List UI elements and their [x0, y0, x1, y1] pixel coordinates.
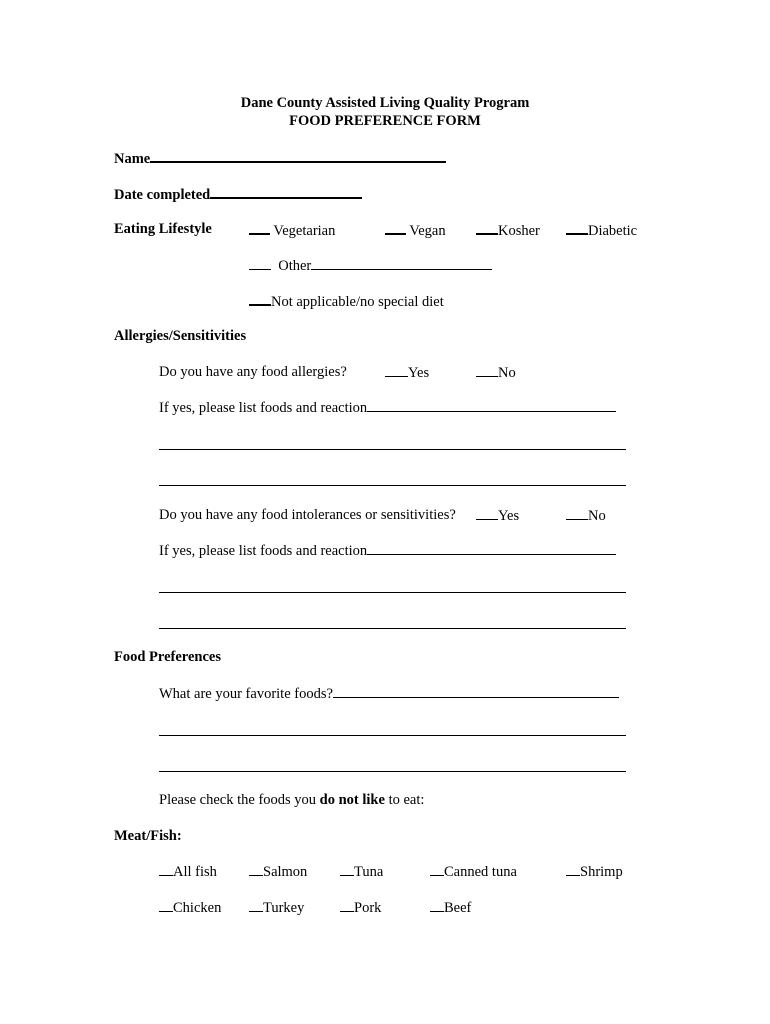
favorites-line-3[interactable] — [159, 771, 626, 772]
intolerance-no-label: No — [588, 508, 606, 524]
chicken-checkbox[interactable] — [159, 898, 173, 912]
intolerance-yes-label: Yes — [498, 508, 520, 524]
intolerance-question: Do you have any food intolerances or sensitivities? — [159, 507, 456, 523]
name-row — [114, 148, 446, 168]
meat-option-salmon — [249, 862, 307, 881]
canned-tuna-label: Canned tuna — [444, 864, 517, 880]
not-applicable-checkbox[interactable] — [249, 291, 271, 306]
option-vegetarian — [249, 220, 335, 240]
favorites-line-2[interactable] — [159, 735, 626, 736]
favorites-field[interactable] — [333, 684, 619, 698]
form-title: FOOD PREFERENCE FORM — [289, 113, 481, 129]
intolerance-list-line-3[interactable] — [159, 628, 626, 629]
option-not-applicable — [249, 291, 444, 311]
intolerance-yes — [476, 506, 519, 525]
name-label: Name — [114, 151, 151, 167]
allergy-no-label: No — [498, 365, 516, 381]
option-other — [249, 256, 492, 275]
dislike-instruction-emphasis: do not like — [319, 792, 385, 808]
allergy-question: Do you have any food allergies? — [159, 364, 347, 380]
option-kosher — [476, 220, 540, 240]
date-label: Date completed — [114, 187, 211, 203]
allergy-list-row — [159, 398, 616, 417]
pork-label: Pork — [354, 900, 382, 916]
turkey-label: Turkey — [263, 900, 305, 916]
turkey-checkbox[interactable] — [249, 898, 263, 912]
tuna-label: Tuna — [354, 864, 384, 880]
other-checkbox[interactable] — [249, 256, 271, 270]
favorites-prompt: What are your favorite foods? — [159, 686, 333, 702]
salmon-label: Salmon — [263, 864, 308, 880]
intolerance-yes-checkbox[interactable] — [476, 506, 498, 520]
chicken-label: Chicken — [173, 900, 222, 916]
dislike-instruction-post: to eat: — [384, 792, 425, 808]
allergies-heading: Allergies/Sensitivities — [114, 328, 247, 344]
dislike-instruction-pre: Please check the foods you — [159, 792, 320, 808]
canned-tuna-checkbox[interactable] — [430, 862, 444, 876]
meat-option-canned-tuna — [430, 862, 517, 881]
favorites-row — [159, 684, 619, 703]
food-preferences-heading: Food Preferences — [114, 649, 221, 665]
intolerance-list-field[interactable] — [367, 541, 616, 555]
name-field[interactable] — [150, 148, 446, 163]
meat-fish-heading: Meat/Fish: — [114, 828, 182, 844]
meat-option-pork — [340, 898, 381, 917]
other-label: Other — [278, 258, 312, 274]
tuna-checkbox[interactable] — [340, 862, 354, 876]
not-applicable-label: Not applicable/no special diet — [271, 294, 444, 310]
allergy-yes-checkbox[interactable] — [385, 363, 408, 377]
date-field[interactable] — [210, 184, 362, 199]
diabetic-label: Diabetic — [588, 223, 638, 239]
meat-option-shrimp — [566, 862, 623, 881]
option-diabetic — [566, 220, 637, 240]
allergy-list-line-2[interactable] — [159, 449, 626, 450]
allergy-yes-label: Yes — [408, 365, 430, 381]
intolerance-list-line-2[interactable] — [159, 592, 626, 593]
pork-checkbox[interactable] — [340, 898, 354, 912]
diabetic-checkbox[interactable] — [566, 220, 588, 235]
meat-option-all-fish — [159, 862, 217, 881]
all-fish-checkbox[interactable] — [159, 862, 173, 876]
kosher-label: Kosher — [498, 223, 540, 239]
meat-option-tuna — [340, 862, 383, 881]
intolerance-no-checkbox[interactable] — [566, 506, 588, 520]
meat-option-turkey — [249, 898, 304, 917]
vegetarian-label: Vegetarian — [273, 223, 336, 239]
allergy-no — [476, 363, 516, 382]
dislike-instruction — [159, 791, 424, 809]
shrimp-label: Shrimp — [580, 864, 623, 880]
vegetarian-checkbox[interactable] — [249, 220, 270, 235]
eating-lifestyle-label: Eating Lifestyle — [114, 221, 212, 237]
all-fish-label: All fish — [173, 864, 217, 880]
intolerance-no — [566, 506, 606, 525]
vegan-label: Vegan — [409, 223, 446, 239]
option-vegan — [385, 220, 446, 240]
other-field[interactable] — [311, 256, 492, 270]
beef-label: Beef — [444, 900, 472, 916]
allergy-no-checkbox[interactable] — [476, 363, 498, 377]
beef-checkbox[interactable] — [430, 898, 444, 912]
allergy-list-field[interactable] — [367, 398, 616, 412]
allergy-list-line-3[interactable] — [159, 485, 626, 486]
meat-option-beef — [430, 898, 471, 917]
shrimp-checkbox[interactable] — [566, 862, 580, 876]
salmon-checkbox[interactable] — [249, 862, 263, 876]
vegan-checkbox[interactable] — [385, 220, 406, 235]
intolerance-list-prompt: If yes, please list foods and reaction — [159, 543, 368, 559]
meat-option-chicken — [159, 898, 221, 917]
date-row — [114, 184, 362, 204]
organization-title: Dane County Assisted Living Quality Program — [240, 95, 530, 111]
intolerance-list-row — [159, 541, 616, 560]
allergy-list-prompt: If yes, please list foods and reaction — [159, 400, 368, 416]
allergy-yes — [385, 363, 429, 382]
kosher-checkbox[interactable] — [476, 220, 498, 235]
